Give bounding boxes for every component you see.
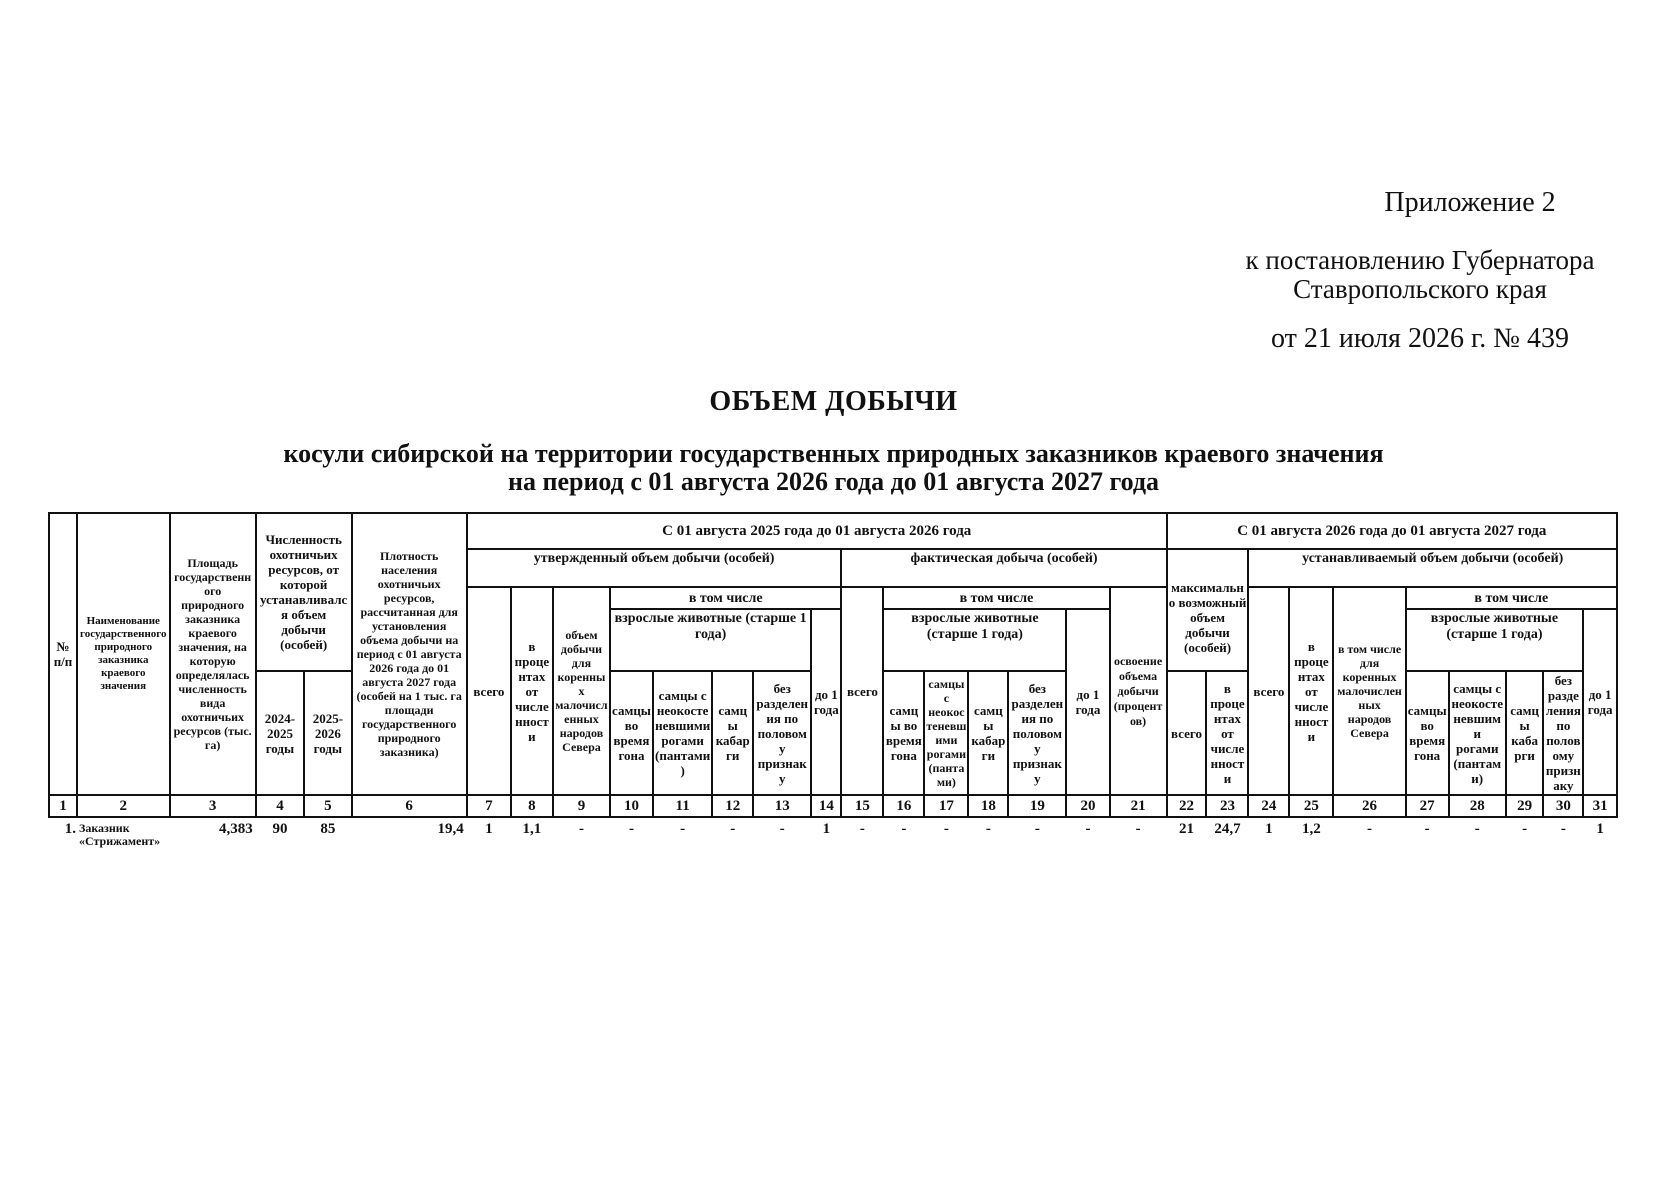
header-approved-under1: до 1 года <box>811 609 841 795</box>
column-number: 3 <box>170 795 256 817</box>
table-cell: - <box>1367 821 1373 837</box>
document-title: ОБЪЕМ ДОБЫЧИ <box>709 386 958 417</box>
header-established-under1: до 1 года <box>1583 609 1617 795</box>
column-number: 9 <box>553 795 610 817</box>
header-actual-total: всего <box>841 587 883 795</box>
header-area: Площадь государственного природного заказника краевого значения, на которую определялась численность вида охотничьих ресурсов (тыс. га) <box>170 513 256 795</box>
table-cell: 90 <box>272 821 288 837</box>
header-population-2025: 2025-2026 годы <box>304 671 351 795</box>
header-approved-indigenous: объем добычи для коренных малочисленных народов Севера <box>553 587 610 795</box>
column-number: 12 <box>712 795 753 817</box>
header-approved-males-antlers: самцы с неокостеневшими рогами (пантами) <box>653 671 712 795</box>
header-established-percent: в процентах от численности <box>1289 587 1333 795</box>
header-approved-percent: в процентах от численности <box>511 587 553 795</box>
appendix-ref-line2: Ставропольского края <box>1293 274 1547 304</box>
column-number: 18 <box>968 795 1008 817</box>
appendix-label: Приложение 2 <box>1384 187 1556 218</box>
header-approved-volume: утвержденный объем добычи (особей) <box>467 549 842 587</box>
column-number: 17 <box>924 795 968 817</box>
column-number: 23 <box>1206 795 1248 817</box>
row-number: 1. <box>64 821 76 837</box>
header-max-percent: в процентах от численности <box>1206 671 1248 795</box>
appendix-date: от 21 июля 2026 г. № 439 <box>1271 323 1569 354</box>
column-number: 27 <box>1406 795 1449 817</box>
header-period-2026: С 01 августа 2026 года до 01 августа 2027 года <box>1167 513 1617 549</box>
table-cell: - <box>859 821 865 837</box>
table-cell: - <box>578 821 584 837</box>
table-cell: - <box>1085 821 1091 837</box>
table-cell: 85 <box>320 821 336 837</box>
column-number: 4 <box>256 795 304 817</box>
header-established-indigenous: в том числе для коренных малочисленных народов Севера <box>1333 587 1405 795</box>
column-number: 5 <box>304 795 351 817</box>
header-actual-incl: в том числе <box>883 587 1109 609</box>
table-cell: 4,383 <box>218 821 253 837</box>
table-cell: - <box>985 821 991 837</box>
header-established-volume: устанавливаемый объем добычи (особей) <box>1248 549 1617 587</box>
header-population: Численность охотничьих ресурсов, от которой устанавливался объем добычи (особей) <box>256 513 352 671</box>
table-cell: - <box>1560 821 1566 837</box>
table-cell: 1 <box>1265 821 1273 837</box>
column-number: 31 <box>1583 795 1617 817</box>
header-actual-under1: до 1 года <box>1066 609 1109 795</box>
header-actual-harvest: фактическая добыча (особей) <box>841 549 1166 587</box>
column-number: 28 <box>1449 795 1506 817</box>
table-cell: - <box>1135 821 1141 837</box>
header-period-2025: С 01 августа 2025 года до 01 августа 2026 года <box>467 513 1167 549</box>
subtitle-line2: на период с 01 августа 2026 года до 01 августа 2027 года <box>507 467 1159 496</box>
header-max-possible: максимально возможный объем добычи (особей) <box>1167 549 1249 671</box>
column-number: 24 <box>1248 795 1289 817</box>
column-number-row <box>49 795 1617 817</box>
table-cell: - <box>680 821 686 837</box>
table-cell: - <box>1034 821 1040 837</box>
table-row <box>49 817 1617 852</box>
subtitle-line1: косули сибирской на территории государственных природных заказников краевого значения <box>283 439 1384 468</box>
header-established-musk: самцы кабарги <box>1506 671 1544 795</box>
header-density: Плотность населения охотничьих ресурсов, рассчитанная для установления объема добычи на период с 01 августа 2026 года до 01 августа 2027 года (особей на 1 тыс. га площади государственного природного заказника) <box>352 513 467 795</box>
table-cell: - <box>730 821 736 837</box>
table-cell: - <box>779 821 785 837</box>
table-cell: 21 <box>1179 821 1195 837</box>
table-cell: 24,7 <box>1214 821 1241 837</box>
column-number: 11 <box>653 795 712 817</box>
header-mastering: освоение объема добычи (процентов) <box>1110 587 1167 795</box>
table-cell: 1,1 <box>522 821 542 837</box>
column-number: 19 <box>1008 795 1066 817</box>
harvest-volume-table <box>48 512 1618 852</box>
header-established-adult: взрослые животные (старше 1 года) <box>1406 609 1584 671</box>
column-number: 30 <box>1543 795 1583 817</box>
column-number: 1 <box>49 795 77 817</box>
table-cell: - <box>1522 821 1528 837</box>
column-number: 10 <box>610 795 653 817</box>
table-cell: 1,2 <box>1302 821 1321 837</box>
header-reserve-name: Наименование государственного природного заказника краевого значения <box>77 513 170 795</box>
header-approved-nosex: без разделения по половому признаку <box>753 671 811 795</box>
header-actual-nosex: без разделения по половому признаку <box>1008 671 1066 795</box>
header-established-incl: в том числе <box>1406 587 1617 609</box>
header-row-number: № п/п <box>49 513 77 795</box>
table-body <box>49 817 1617 852</box>
appendix-ref-line1: к постановлению Губернатора <box>1245 245 1595 275</box>
table-cell: - <box>629 821 634 837</box>
column-number: 8 <box>511 795 553 817</box>
header-approved-incl: в том числе <box>610 587 841 609</box>
table-cell: 1 <box>485 821 493 837</box>
reserve-name: Заказник «Стрижамент» <box>78 821 161 848</box>
column-number: 7 <box>467 795 511 817</box>
header-established-total: всего <box>1248 587 1289 795</box>
column-number: 22 <box>1167 795 1207 817</box>
header-actual-males-antlers: самцы с неокостеневшими рогами (пантами) <box>924 671 968 795</box>
column-number: 15 <box>841 795 883 817</box>
table-cell: - <box>1474 821 1480 837</box>
column-number: 29 <box>1506 795 1544 817</box>
header-approved-males-rut: самцы во время гона <box>610 671 653 795</box>
column-number: 20 <box>1066 795 1109 817</box>
table-cell: 1 <box>822 821 831 837</box>
column-number: 21 <box>1110 795 1167 817</box>
header-max-total: всего <box>1167 671 1207 795</box>
appendix-reference <box>1220 246 1620 304</box>
column-number: 25 <box>1289 795 1333 817</box>
header-actual-adult: взрослые животные (старше 1 года) <box>883 609 1066 671</box>
column-number: 14 <box>811 795 841 817</box>
table-cell: - <box>943 821 949 837</box>
table-cell: 1 <box>1596 821 1604 837</box>
column-number: 6 <box>352 795 467 817</box>
header-population-2024: 2024-2025 годы <box>256 671 304 795</box>
header-established-nosex: без разделения по половому признаку <box>1543 671 1583 795</box>
table-cell: 19,4 <box>437 821 464 837</box>
column-number: 26 <box>1333 795 1405 817</box>
header-actual-musk: самцы кабарги <box>968 671 1008 795</box>
header-actual-males-rut: самцы во время гона <box>883 671 924 795</box>
document-subtitle <box>0 440 1667 496</box>
table-cell: - <box>1424 821 1430 837</box>
header-approved-adult: взрослые животные (старше 1 года) <box>610 609 811 671</box>
column-number: 2 <box>77 795 170 817</box>
column-number: 16 <box>883 795 924 817</box>
header-established-males-antlers: самцы с неокостеневшими рогами (пантами) <box>1449 671 1506 795</box>
header-approved-musk: самцы кабарги <box>712 671 753 795</box>
header-established-males-rut: самцы во время гона <box>1406 671 1449 795</box>
table-cell: - <box>901 821 907 837</box>
header-approved-total: всего <box>467 587 511 795</box>
column-number: 13 <box>753 795 811 817</box>
